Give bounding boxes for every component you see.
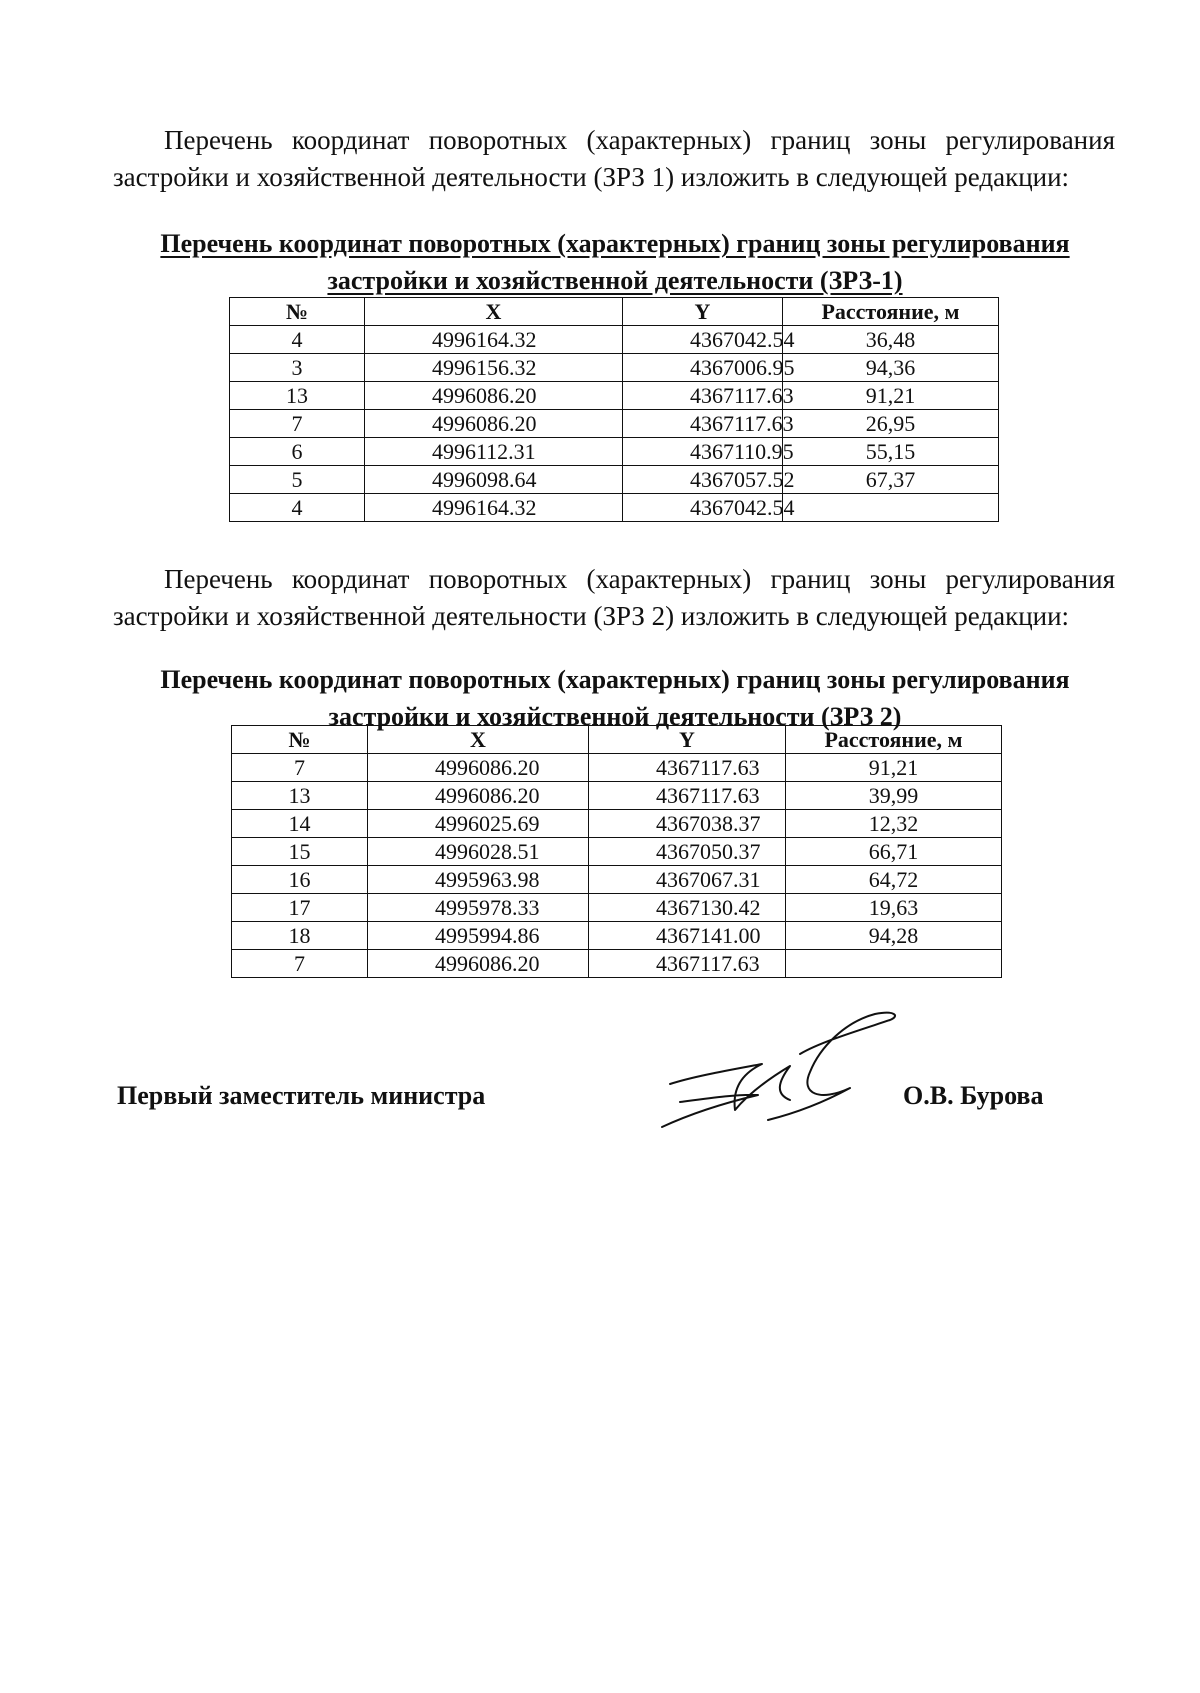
- table-row: [232, 754, 1002, 782]
- column-header: Y: [589, 726, 786, 754]
- point-number-cell: 4: [230, 326, 365, 354]
- x-coordinate-cell: 4996164.32: [365, 326, 623, 354]
- table-row: [232, 866, 1002, 894]
- distance-cell: 19,63: [786, 894, 1002, 922]
- point-number-cell: 18: [232, 922, 368, 950]
- x-coordinate-cell: 4996086.20: [365, 382, 623, 410]
- x-coordinate-cell: 4996086.20: [365, 410, 623, 438]
- table-header: [232, 726, 1002, 754]
- point-number-cell: 7: [232, 950, 368, 978]
- table-header-row: [232, 726, 1002, 754]
- point-number-cell: 13: [232, 782, 368, 810]
- distance-cell: 66,71: [786, 838, 1002, 866]
- table-row: [232, 810, 1002, 838]
- distance-cell: 36,48: [783, 326, 999, 354]
- signer-position: Первый заместитель министра: [117, 1081, 486, 1110]
- column-header: Расстояние, м: [783, 298, 999, 326]
- point-number-cell: 6: [230, 438, 365, 466]
- distance-cell: 94,28: [786, 922, 1002, 950]
- x-coordinate-cell: 4996086.20: [368, 950, 589, 978]
- coordinates-table-zrz2: [231, 725, 1002, 978]
- point-number-cell: 7: [230, 410, 365, 438]
- distance-cell: 26,95: [783, 410, 999, 438]
- y-coordinate-cell: 4367042.54: [623, 326, 783, 354]
- y-coordinate-cell: 4367141.00: [589, 922, 786, 950]
- point-number-cell: 16: [232, 866, 368, 894]
- x-coordinate-cell: 4996112.31: [365, 438, 623, 466]
- point-number-cell: 5: [230, 466, 365, 494]
- table-header: [230, 298, 999, 326]
- table-row: [230, 410, 999, 438]
- distance-cell: [783, 494, 999, 522]
- signer-name: О.В. Бурова: [903, 1081, 1044, 1110]
- coordinates-table-zrz1: [229, 297, 999, 522]
- y-coordinate-cell: 4367067.31: [589, 866, 786, 894]
- table-row: [230, 326, 999, 354]
- x-coordinate-cell: 4996164.32: [365, 494, 623, 522]
- point-number-cell: 15: [232, 838, 368, 866]
- table-row: [230, 354, 999, 382]
- table-row: [232, 894, 1002, 922]
- x-coordinate-cell: 4996028.51: [368, 838, 589, 866]
- x-coordinate-cell: 4995978.33: [368, 894, 589, 922]
- x-coordinate-cell: 4996098.64: [365, 466, 623, 494]
- y-coordinate-cell: 4367117.63: [623, 410, 783, 438]
- y-coordinate-cell: 4367117.63: [623, 382, 783, 410]
- x-coordinate-cell: 4996086.20: [368, 782, 589, 810]
- distance-cell: 64,72: [786, 866, 1002, 894]
- column-header: №: [230, 298, 365, 326]
- y-coordinate-cell: 4367050.37: [589, 838, 786, 866]
- x-coordinate-cell: 4996156.32: [365, 354, 623, 382]
- distance-cell: 91,21: [786, 754, 1002, 782]
- x-coordinate-cell: 4996086.20: [368, 754, 589, 782]
- point-number-cell: 14: [232, 810, 368, 838]
- y-coordinate-cell: 4367130.42: [589, 894, 786, 922]
- point-number-cell: 3: [230, 354, 365, 382]
- x-coordinate-cell: 4995994.86: [368, 922, 589, 950]
- y-coordinate-cell: 4367042.54: [623, 494, 783, 522]
- table-row: [230, 466, 999, 494]
- section1-intro: Перечень координат поворотных (характерных) границ зоны регулирования застройки и хозяйственной деятельности (ЗРЗ 1) изложить в следующей редакции:: [113, 125, 1115, 192]
- distance-cell: 12,32: [786, 810, 1002, 838]
- column-header: X: [365, 298, 623, 326]
- column-header: Расстояние, м: [786, 726, 1002, 754]
- y-coordinate-cell: 4367057.52: [623, 466, 783, 494]
- table-row: [230, 438, 999, 466]
- table-row: [232, 922, 1002, 950]
- table-row: [230, 382, 999, 410]
- distance-cell: 67,37: [783, 466, 999, 494]
- distance-cell: [786, 950, 1002, 978]
- table-row: [232, 838, 1002, 866]
- point-number-cell: 17: [232, 894, 368, 922]
- y-coordinate-cell: 4367117.63: [589, 950, 786, 978]
- table-row: [230, 494, 999, 522]
- column-header: №: [232, 726, 368, 754]
- y-coordinate-cell: 4367117.63: [589, 782, 786, 810]
- section2-title: Перечень координат поворотных (характерных) границ зоны регулирования застройки и хозяйственной деятельности (ЗРЗ 2): [160, 665, 1070, 731]
- column-header: Y: [623, 298, 783, 326]
- y-coordinate-cell: 4367117.63: [589, 754, 786, 782]
- y-coordinate-cell: 4367110.95: [623, 438, 783, 466]
- y-coordinate-cell: 4367038.37: [589, 810, 786, 838]
- handwritten-signature: [650, 1002, 910, 1132]
- distance-cell: 39,99: [786, 782, 1002, 810]
- point-number-cell: 13: [230, 382, 365, 410]
- table-header-row: [230, 298, 999, 326]
- distance-cell: 91,21: [783, 382, 999, 410]
- y-coordinate-cell: 4367006.95: [623, 354, 783, 382]
- point-number-cell: 4: [230, 494, 365, 522]
- point-number-cell: 7: [232, 754, 368, 782]
- table-row: [232, 782, 1002, 810]
- x-coordinate-cell: 4995963.98: [368, 866, 589, 894]
- section1-title: Перечень координат поворотных (характерных) границ зоны регулирования застройки и хозяйственной деятельности (ЗРЗ-1): [160, 229, 1070, 295]
- table-body: [232, 754, 1002, 978]
- distance-cell: 55,15: [783, 438, 999, 466]
- table-body: [230, 326, 999, 522]
- column-header: X: [368, 726, 589, 754]
- distance-cell: 94,36: [783, 354, 999, 382]
- section2-intro: Перечень координат поворотных (характерных) границ зоны регулирования застройки и хозяйственной деятельности (ЗРЗ 2) изложить в следующей редакции:: [113, 564, 1115, 631]
- table-row: [232, 950, 1002, 978]
- x-coordinate-cell: 4996025.69: [368, 810, 589, 838]
